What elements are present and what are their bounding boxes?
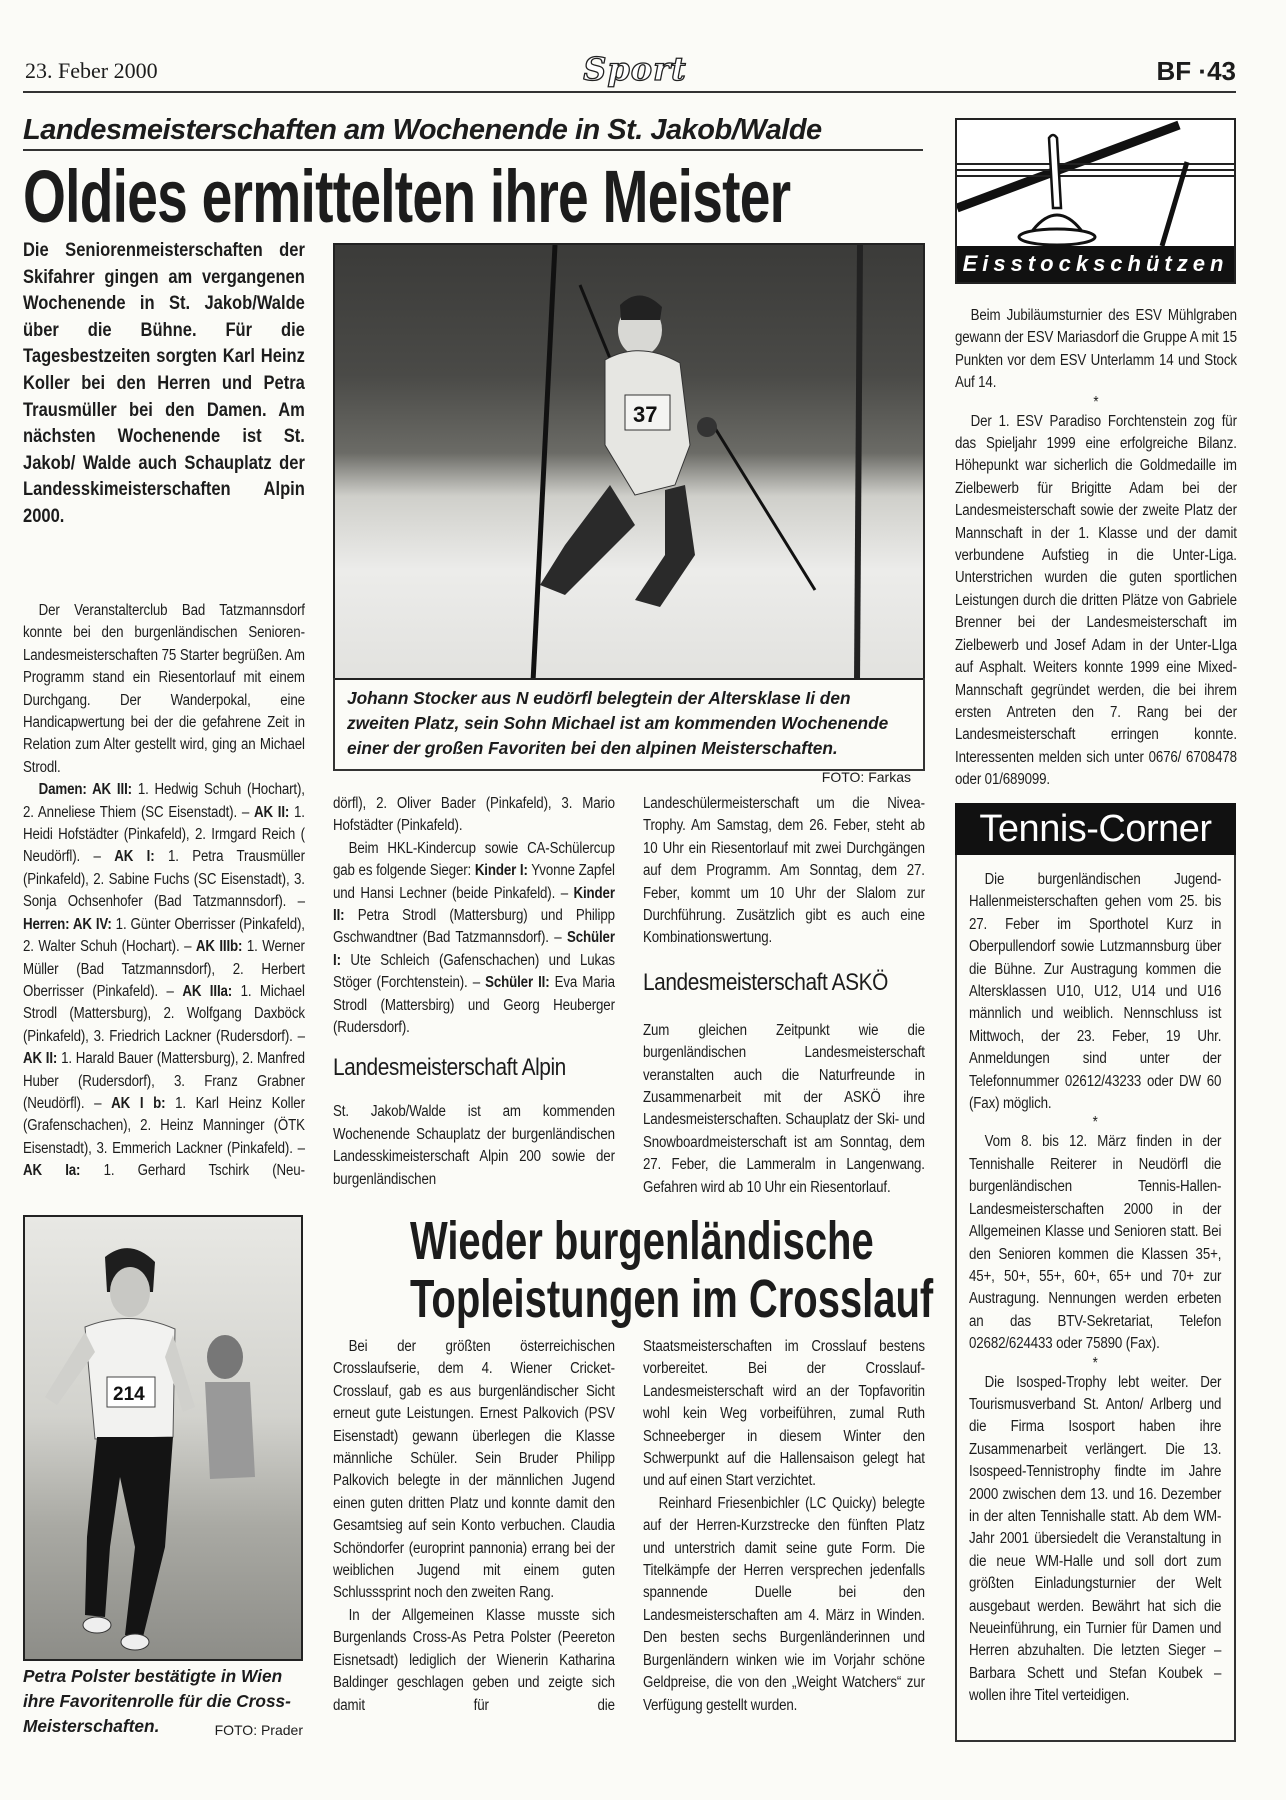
tennis-text	[969, 869, 1221, 1708]
photo-credit: FOTO: Prader	[214, 1722, 303, 1738]
askoe-text	[643, 1020, 925, 1199]
photo-credit: FOTO: Farkas	[821, 769, 911, 785]
header-rule	[23, 91, 1236, 93]
category-label: AK II:	[23, 1050, 58, 1068]
alpin-text	[333, 1101, 615, 1191]
article-intro: Die Seniorenmeisterschaften der Skifahrer gingen am vergangenen Wochenende in St. Jakob/Walde über die Bühne. Für die Tagesbestzeiten sorgten Karl Heinz Koller bei den Herren und Petra Trausmüller bei den Damen. Am nächsten Wochenende ist St. Jakob/ Walde auch Schauplatz der Landesskimeisterschaften Alpin 2000.	[23, 240, 305, 527]
category-label: AK IIIb:	[195, 938, 243, 956]
skier-photo-caption	[333, 678, 925, 785]
category-label: AK II:	[253, 803, 290, 821]
main-article-column-3	[643, 793, 925, 1199]
paragraph: Beim Jubiläumsturnier des ESV Mühlgraben gewann der ESV Mariasdorf die Gruppe A mit 15 Punkten vor dem ESV Unterlamm 14 und Stock Auf 14.	[955, 307, 1237, 392]
separator-star: *	[1093, 393, 1099, 411]
caption-text: Petra Polster bestätigte in Wien ihre Favoritenrolle für die Cross-Meisterschaften.	[23, 1666, 291, 1736]
cross-headline-line-2: Topleistungen im Crosslauf	[409, 1269, 934, 1329]
tennis-corner-box	[955, 855, 1236, 1742]
category-label: Schüler I:	[333, 929, 615, 969]
category-label: Kinder I:	[474, 862, 528, 880]
results-continued	[333, 793, 615, 1039]
caption-text: Johann Stocker aus N eudörfl belegtein der Altersklase Ii den zweiten Platz, sein Sohn Michael ist am kommenden Wochenende einer der großen Favoriten bei den alpinen Meisterschaften.	[347, 688, 889, 758]
curling-stone-icon	[957, 120, 1234, 246]
paragraph: Beim HKL-Kindercup sowie CA-Schülercup gab es folgende Sieger: Kinder I: Yvonne Zapfel und Hansi Lechner (beide Pinkafeld). – Kinder II: Petra Strodl (Mattersburg) und Philipp Gschwandtner (Bad Tatzmannsdorf). – Schüler I: Ute Schleich (Gafenschachen) und Lukas Stöger (Forchtenstein). – Schüler II: Eva Maria Strodl (Mattersbirg) und Georg Heuberger (Rudersdorf).	[333, 839, 615, 1037]
subhead-alpin: Landesmeisterschaft Alpin	[333, 1054, 566, 1082]
main-article-column-2	[333, 793, 615, 1191]
paragraph: Vom 8. bis 12. März finden in der Tennishalle Reiterer in Neudörfl die burgenländischen Tennis-Hallen-Landesmeisterschaften 2000 in der Allgemeinen Klasse und Senioren statt. Bei den Senioren kommen die Klassen 35+, 45+, 50+, 55+, 60+, 65+ und 70+ zur Austragung. Nennungen werden erbeten an das BTV-Sekretariat, Telefon 02682/624433 oder 75890 (Fax).	[969, 1133, 1222, 1353]
runner-figure	[25, 1217, 303, 1661]
paragraph: Die burgenländischen Jugend-Hallenmeisterschaften gehen vom 25. bis 27. Feber im Sporthotel Kurz in Oberpullendorf sowie Lutzmannsburg über die Bühne. Zur Austragung kommen die Altersklassen U10, U12, U14 und U16 männlich und weiblich. Nennschluss ist Mittwoch, der 23. Feber, 19 Uhr. Anmeldungen sind unter der Telefonnummer 02612/43233 oder DW 60 (Fax) möglich.	[969, 871, 1222, 1113]
paragraph: dörfl), 2. Oliver Bader (Pinkafeld), 3. Mario Hofstädter (Pinkafeld).	[333, 795, 615, 835]
skier-photo	[333, 243, 925, 680]
cross-article-column-2	[643, 1336, 925, 1717]
paragraph: Bei der größten österreichischen Crosslaufserie, dem 4. Wiener Cricket-Crosslauf, gab es aus burgenländischer Sicht erneut gute Leistungen. Ernest Palkovich (PSV Eisenstadt) gewann überlegen die Klasse männliche Schüler. Sein Bruder Philipp Palkovich belegte in der männlichen Jugend einen guten dritten Platz und konnte damit den Gesamtsieg auf sein Konto verbuchen. Claudia Schöndorfer (europrint pannonia) errang bei der weiblichen Jugend mit einem guten Schlusssprint noch den zweiten Rang.	[333, 1338, 615, 1602]
category-label: AK Ia:	[23, 1162, 81, 1180]
bib-number: 214	[113, 1384, 145, 1405]
paragraph: Staatsmeisterschaften im Crosslauf bestens vorbereitet. Bei der Crosslauf-Landesmeisterschaft wird an der Topfavoritin wohl kein Weg vorbeiführen, zumal Ruth Schneeberger in diesem Winter den Schwerpunkt auf die Hallensaison gelegt hat und auf einen Start verzichtet.	[643, 1338, 925, 1490]
category-label: Herren: AK IV:	[23, 915, 112, 933]
category-label: AK I b:	[111, 1094, 166, 1112]
article-kicker: Landesmeisterschaften am Wochenende in St. Jakob/Walde	[23, 114, 923, 151]
runner-photo-caption	[23, 1664, 303, 1743]
category-label: Damen: AK III:	[38, 781, 132, 799]
alpin-text-continued	[643, 793, 925, 950]
main-article-column-1	[23, 600, 305, 1183]
page-number: BF ·43	[1156, 56, 1236, 86]
paragraph: In der Allgemeinen Klasse musste sich Burgenlands Cross-As Petra Polster (Peereton Eisnetsadt) lediglich der Wienerin Katharina Baldinger geschlagen geben und zeigte sich damit für die	[333, 1606, 615, 1714]
paragraph: Zum gleichen Zeitpunkt wie die burgenländischen Landesmeisterschaft veranstalten auch die Naturfreunde in Zusammenarbeit mit der ASKÖ ihre Landesmeisterschaften. Schauplatz der Ski- und Snowboardmeisterschaft ist am Sonntag, dem 27. Feber, die Lammeralm in Langenwang. Gefahren wird ab 10 Uhr ein Riesentorlauf.	[643, 1021, 925, 1196]
issue-date: 23. Feber 2000	[25, 58, 158, 83]
category-label: AK IIIa:	[182, 982, 233, 1000]
eisstock-label: Eisstockschützen	[957, 246, 1234, 282]
cross-headline-line-1: Wieder burgenländische	[409, 1211, 874, 1271]
paragraph: Der Veranstalterclub Bad Tatzmannsdorf konnte bei den burgenländischen Senioren-Landesmeisterschaften 75 Starter begrüßen. Am Programm stand ein Riesentorlauf mit einem Durchgang. Der Wanderpokal, eine Handicapwertung bei der die gefahrene Zeit in Relation zum Alter gestellt wird, ging an Michael Strodl.	[23, 602, 305, 776]
category-label: Kinder II:	[333, 884, 615, 925]
paragraph: St. Jakob/Walde ist am kommenden Wochenende Schauplatz der burgenländischen Landesskimeisterschaft Alpin 200 sowie der burgenländischen	[333, 1103, 615, 1188]
skier-figure	[335, 245, 925, 680]
category-label: AK I:	[114, 848, 155, 866]
paragraph: Reinhard Friesenbichler (LC Quicky) belegte auf der Herren-Kurzstrecke den fünften Platz und unterstrich damit seine gute Form. Die Titelkämpfe der Herren versprechen jedenfalls spannende Duelle bei den Landesmeisterschaften am 4. März in Winden. Den besten sechs Burgenländerinnen und Burgenländern winken wie im Vorjahr schöne Geldpreise, die von den „Weight Watchers“ zur Verfügung gestellt wurden.	[643, 1494, 925, 1714]
bib-number: 37	[633, 402, 658, 427]
eisstock-text	[955, 305, 1237, 792]
article-headline: Oldies ermittelten ihre Meister	[23, 155, 791, 238]
paragraph: Der 1. ESV Paradiso Forchtenstein zog für das Spieljahr 1999 eine erfolgreiche Bilanz. Höhepunkt war sicherlich die Goldmedaille im Zielbewerb für Brigitte Adam bei der Landesmeisterschaft sowie der zweite Platz der Mannschaft in der 1. Klasse und der damit verbundene Aufstieg in die Unter-Liga. Unterstrichen wurden die guten sportlichen Leistungen durch die dritten Plätze von Gabriele Brenner bei der Landesmeisterschaft im Zielbewerb und Josef Adam in der Unter-LIga auf Asphalt. Weiters konnte 1999 eine Mixed-Mannschaft gegründet werden, die bei ihrem ersten Antreten den 7. Rang bei der Landesmeisterschaft erringen konnte. Interessenten melden sich unter 0676/ 6708478 oder 01/689099.	[955, 412, 1237, 789]
cross-article-column-1	[333, 1336, 615, 1717]
category-label: Schüler II:	[485, 974, 550, 992]
section-title: Sport	[583, 50, 687, 88]
separator-star: *	[1092, 1114, 1098, 1132]
paragraph: Landeschülermeisterschaft um die Nivea-Trophy. Am Samstag, dem 26. Feber, steht ab 10 Uhr ein Riesentorlauf mit zwei Durchgängen auf dem Programm. Am Sonntag, dem 27. Feber, kommt um 10 Uhr der Slalom zur Durchführung. Zusätzlich gibt es auch eine Kombinationswertung.	[643, 795, 925, 947]
paragraph: Die Isosped-Trophy lebt weiter. Der Tourismusverband St. Anton/ Arlberg und die Firma Isosport haben ihre Zusammenarbeit verlängert. Die 13. Isospeed-Tennistrophy findte im Jahre 2000 zwischen dem 13. und 16. Dezember in der alten Tennishalle statt. Ab dem WM-Jahr 2001 übersiedelt die Veranstaltung in die neue WM-Halle und soll dort zum größten Einladungsturnier der Welt ausgebaut werden. Bewährt hat sich die Neueinführung, ein Turnier für Damen und Herren abzuhalten. Die letzten Sieger – Barbara Schett und Stefan Koubek – wollen ihre Titel verteidigen.	[969, 1373, 1222, 1705]
runner-photo	[23, 1215, 303, 1661]
tennis-corner-title: Tennis-Corner	[955, 803, 1236, 855]
subhead-askoe: Landesmeisterschaft ASKÖ	[643, 968, 888, 996]
eisstock-logo	[955, 118, 1236, 284]
separator-star: *	[1092, 1354, 1098, 1372]
cross-headline	[333, 1211, 934, 1329]
paragraph: Damen: AK III: 1. Hedwig Schuh (Hochart), 2. Anneliese Thiem (SC Eisenstadt). – AK II: 1. Heidi Hofstädter (Pinkafeld), 2. Irmgard Reich ( Neudörfl). – AK I: 1. Petra Trausmüller (Pinkafeld), 2. Sabine Fuchs (SC Eisenstadt), 3. Sonja Ochsenhofer (Bad Tatzmannsdorf). – Herren: AK IV: 1. Günter Oberrisser (Pinkafeld), 2. Walter Schuh (Hochart). – AK IIIb: 1. Werner Müller (Bad Tatzmannsdorf), 2. Herbert Oberrisser (Pinkafeld). – AK IIIa: 1. Michael Strodl (Mattersburg), 2. Wolfgang Daxböck (Pinkafeld), 3. Friedrich Lackner (Rudersdorf). – AK II: 1. Harald Bauer (Mattersburg), 2. Manfred Huber (Rudersdorf), 3. Franz Grabner (Neudörfl). – AK I b: 1. Karl Heinz Koller (Grafenschachen), 2. Heinz Manninger (ÖTK Eisenstadt), 3. Emmerich Lackner (Pinkafeld). – AK Ia: 1. Gerhard Tschirk (Neu-	[23, 781, 305, 1180]
